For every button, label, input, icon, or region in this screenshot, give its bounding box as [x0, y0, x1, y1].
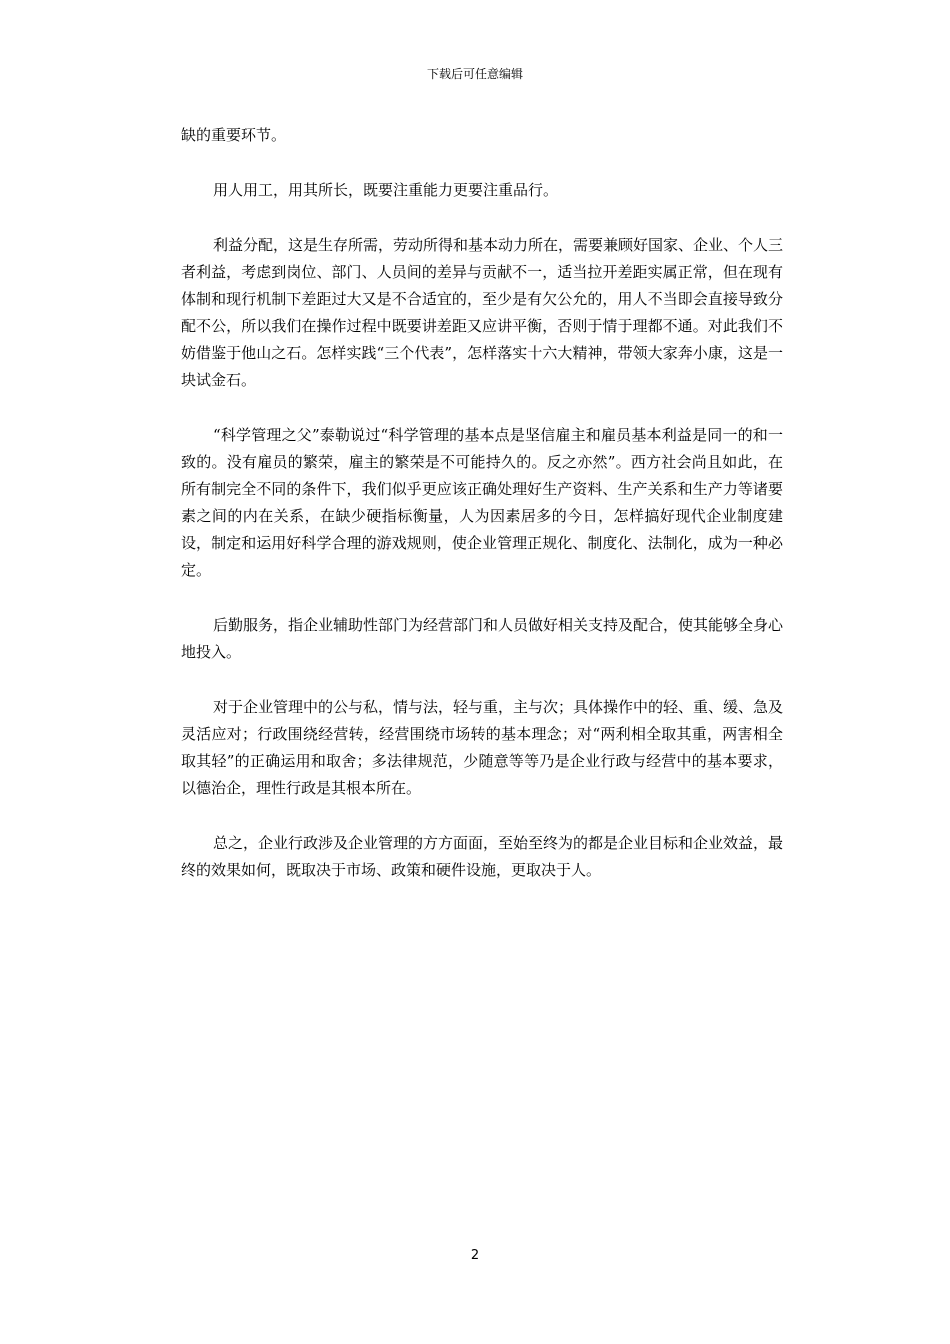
paragraph-scientific-management: “科学管理之父”泰勒说过“科学管理的基本点是坚信雇主和雇员基本利益是同一的和一致的。没有雇员的繁荣，雇主的繁荣是不可能持久的。反之亦然”。西方社会尚且如此，在所有制完全不同的条件下，我们似乎更应该正确处理好生产资料、生产关系和生产力等诸要素之间的内在关系，在缺少硬指标衡量，人为因素居多的今日，怎样搞好现代企业制度建设，制定和运用好科学合理的游戏规则，使企业管理正规化、制度化、法制化，成为一种必定。 [181, 426, 783, 579]
document-body [181, 122, 783, 912]
paragraph-management-principles: 对于企业管理中的公与私，情与法，轻与重，主与次；具体操作中的轻、重、缓、急及灵活应对；行政围绕经营转，经营围绕市场转的基本理念；对“两利相全取其重，两害相全取其轻”的正确运用和取舍；多法律规范，少随意等等乃是企业行政与经营中的基本要求，以德治企，理性行政是其根本所在。 [181, 698, 784, 797]
page-number: 2 [470, 1248, 480, 1263]
paragraph-benefit-distribution: 利益分配，这是生存所需，劳动所得和基本动力所在，需要兼顾好国家、企业、个人三者利益，考虑到岗位、部门、人员间的差异与贡献不一，适当拉开差距实属正常，但在现有体制和现行机制下差距过大又是不合适宜的，至少是有欠公允的，用人不当即会直接导致分配不公，所以我们在操作过程中既要讲差距又应讲平衡，否则于情于理都不通。对此我们不妨借鉴于他山之石。怎样实践“三个代表”，怎样落实十六大精神，带领大家奔小康，这是一块试金石。 [181, 236, 784, 389]
paragraph-continuation: 缺的重要环节。 [181, 126, 287, 144]
paragraph-logistics-service: 后勤服务，指企业辅助性部门为经营部门和人员做好相关支持及配合，使其能够全身心地投入。 [181, 616, 784, 661]
page-header: 下载后可任意编辑 [426, 67, 523, 81]
paragraph-staffing: 用人用工，用其所长，既要注重能力更要注重品行。 [213, 181, 559, 199]
paragraph-conclusion: 总之，企业行政涉及企业管理的方方面面，至始至终为的都是企业目标和企业效益，最终的效果如何，既取决于市场、政策和硬件设施，更取决于人。 [181, 834, 784, 879]
